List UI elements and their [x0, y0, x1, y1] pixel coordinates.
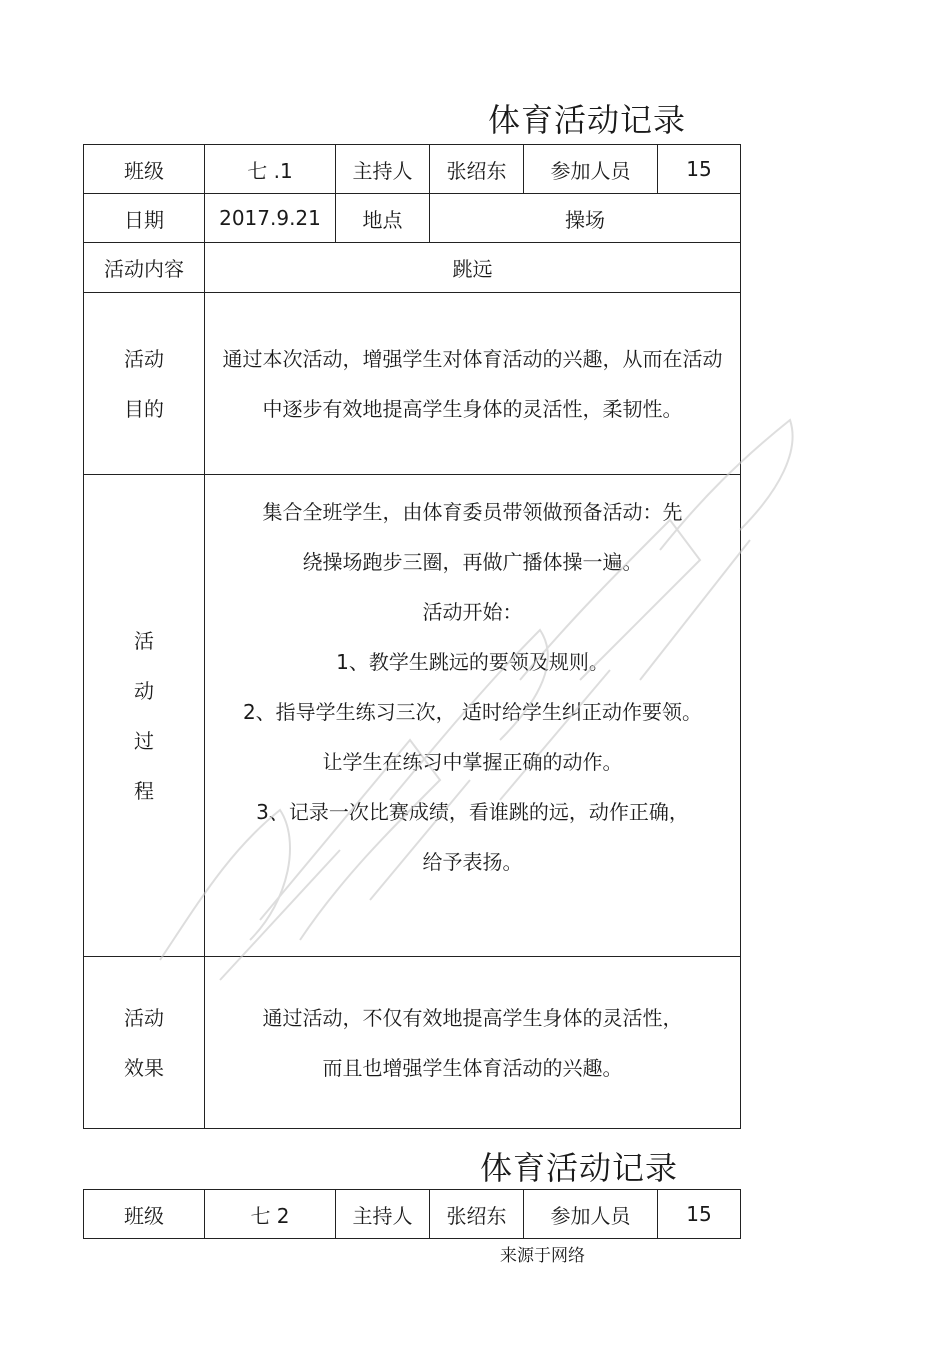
- host-label: 主持人: [336, 1190, 430, 1239]
- table-row: [84, 293, 741, 475]
- purpose-text: 通过本次活动，增强学生对体育活动的兴趣，从而在活动中逐步有效地提高学生身体的灵活性，柔韧性。: [205, 293, 741, 475]
- participants-label: 参加人员: [524, 145, 658, 194]
- purpose-label: 活动 目的: [84, 293, 205, 475]
- effect-label: 活动 效果: [84, 957, 205, 1129]
- content-value: 跳远: [205, 243, 741, 293]
- location-label: 地点: [336, 194, 430, 243]
- participants-label: 参加人员: [524, 1190, 658, 1239]
- activity-record-table-2: [83, 1189, 741, 1239]
- source-footer: 来源于网络: [500, 1246, 585, 1266]
- host-value: 张绍东: [430, 1190, 524, 1239]
- table-row: [84, 957, 741, 1129]
- record-title: 体育活动记录: [488, 101, 687, 139]
- process-line: 1、教学生跳远的要领及规则。: [336, 650, 609, 674]
- process-line: 3、记录一次比赛成绩，看谁跳的远，动作正确，: [256, 800, 689, 824]
- content-label: 活动内容: [84, 243, 205, 293]
- table-row: [84, 243, 741, 293]
- participants-value: 15: [658, 1190, 741, 1239]
- table-row: [84, 194, 741, 243]
- record-title-2: 体育活动记录: [480, 1149, 679, 1187]
- process-line: 给予表扬。: [422, 850, 523, 874]
- process-label: 活 动 过 程: [84, 475, 205, 957]
- host-value: 张绍东: [430, 145, 524, 194]
- effect-line: 通过活动，不仅有效地提高学生身体的灵活性，: [262, 1005, 683, 1030]
- table-row: [84, 475, 741, 957]
- effect-line: 而且也增强学生体育活动的兴趣。: [322, 1055, 623, 1080]
- class-label: 班级: [84, 145, 205, 194]
- process-line: 让学生在练习中掌握正确的动作。: [322, 750, 623, 774]
- location-value: 操场: [430, 194, 741, 243]
- process-text: [205, 475, 741, 957]
- process-line: 绕操场跑步三圈，再做广播体操一遍。: [302, 550, 643, 574]
- process-line: 2、指导学生练习三次， 适时给学生纠正动作要领。: [242, 700, 703, 724]
- table-row: [84, 145, 741, 194]
- class-label: 班级: [84, 1190, 205, 1239]
- process-line: 集合全班学生，由体育委员带领做预备活动：先: [262, 500, 683, 524]
- process-line: 活动开始：: [422, 600, 523, 624]
- participants-value: 15: [658, 145, 741, 194]
- activity-record-table: [83, 144, 741, 1129]
- table-row: [84, 1190, 741, 1239]
- class-value: 七 2: [205, 1190, 336, 1239]
- host-label: 主持人: [336, 145, 430, 194]
- date-value: 2017.9.21: [205, 194, 336, 243]
- date-label: 日期: [84, 194, 205, 243]
- effect-text: [205, 957, 741, 1129]
- class-value: 七 .1: [205, 145, 336, 194]
